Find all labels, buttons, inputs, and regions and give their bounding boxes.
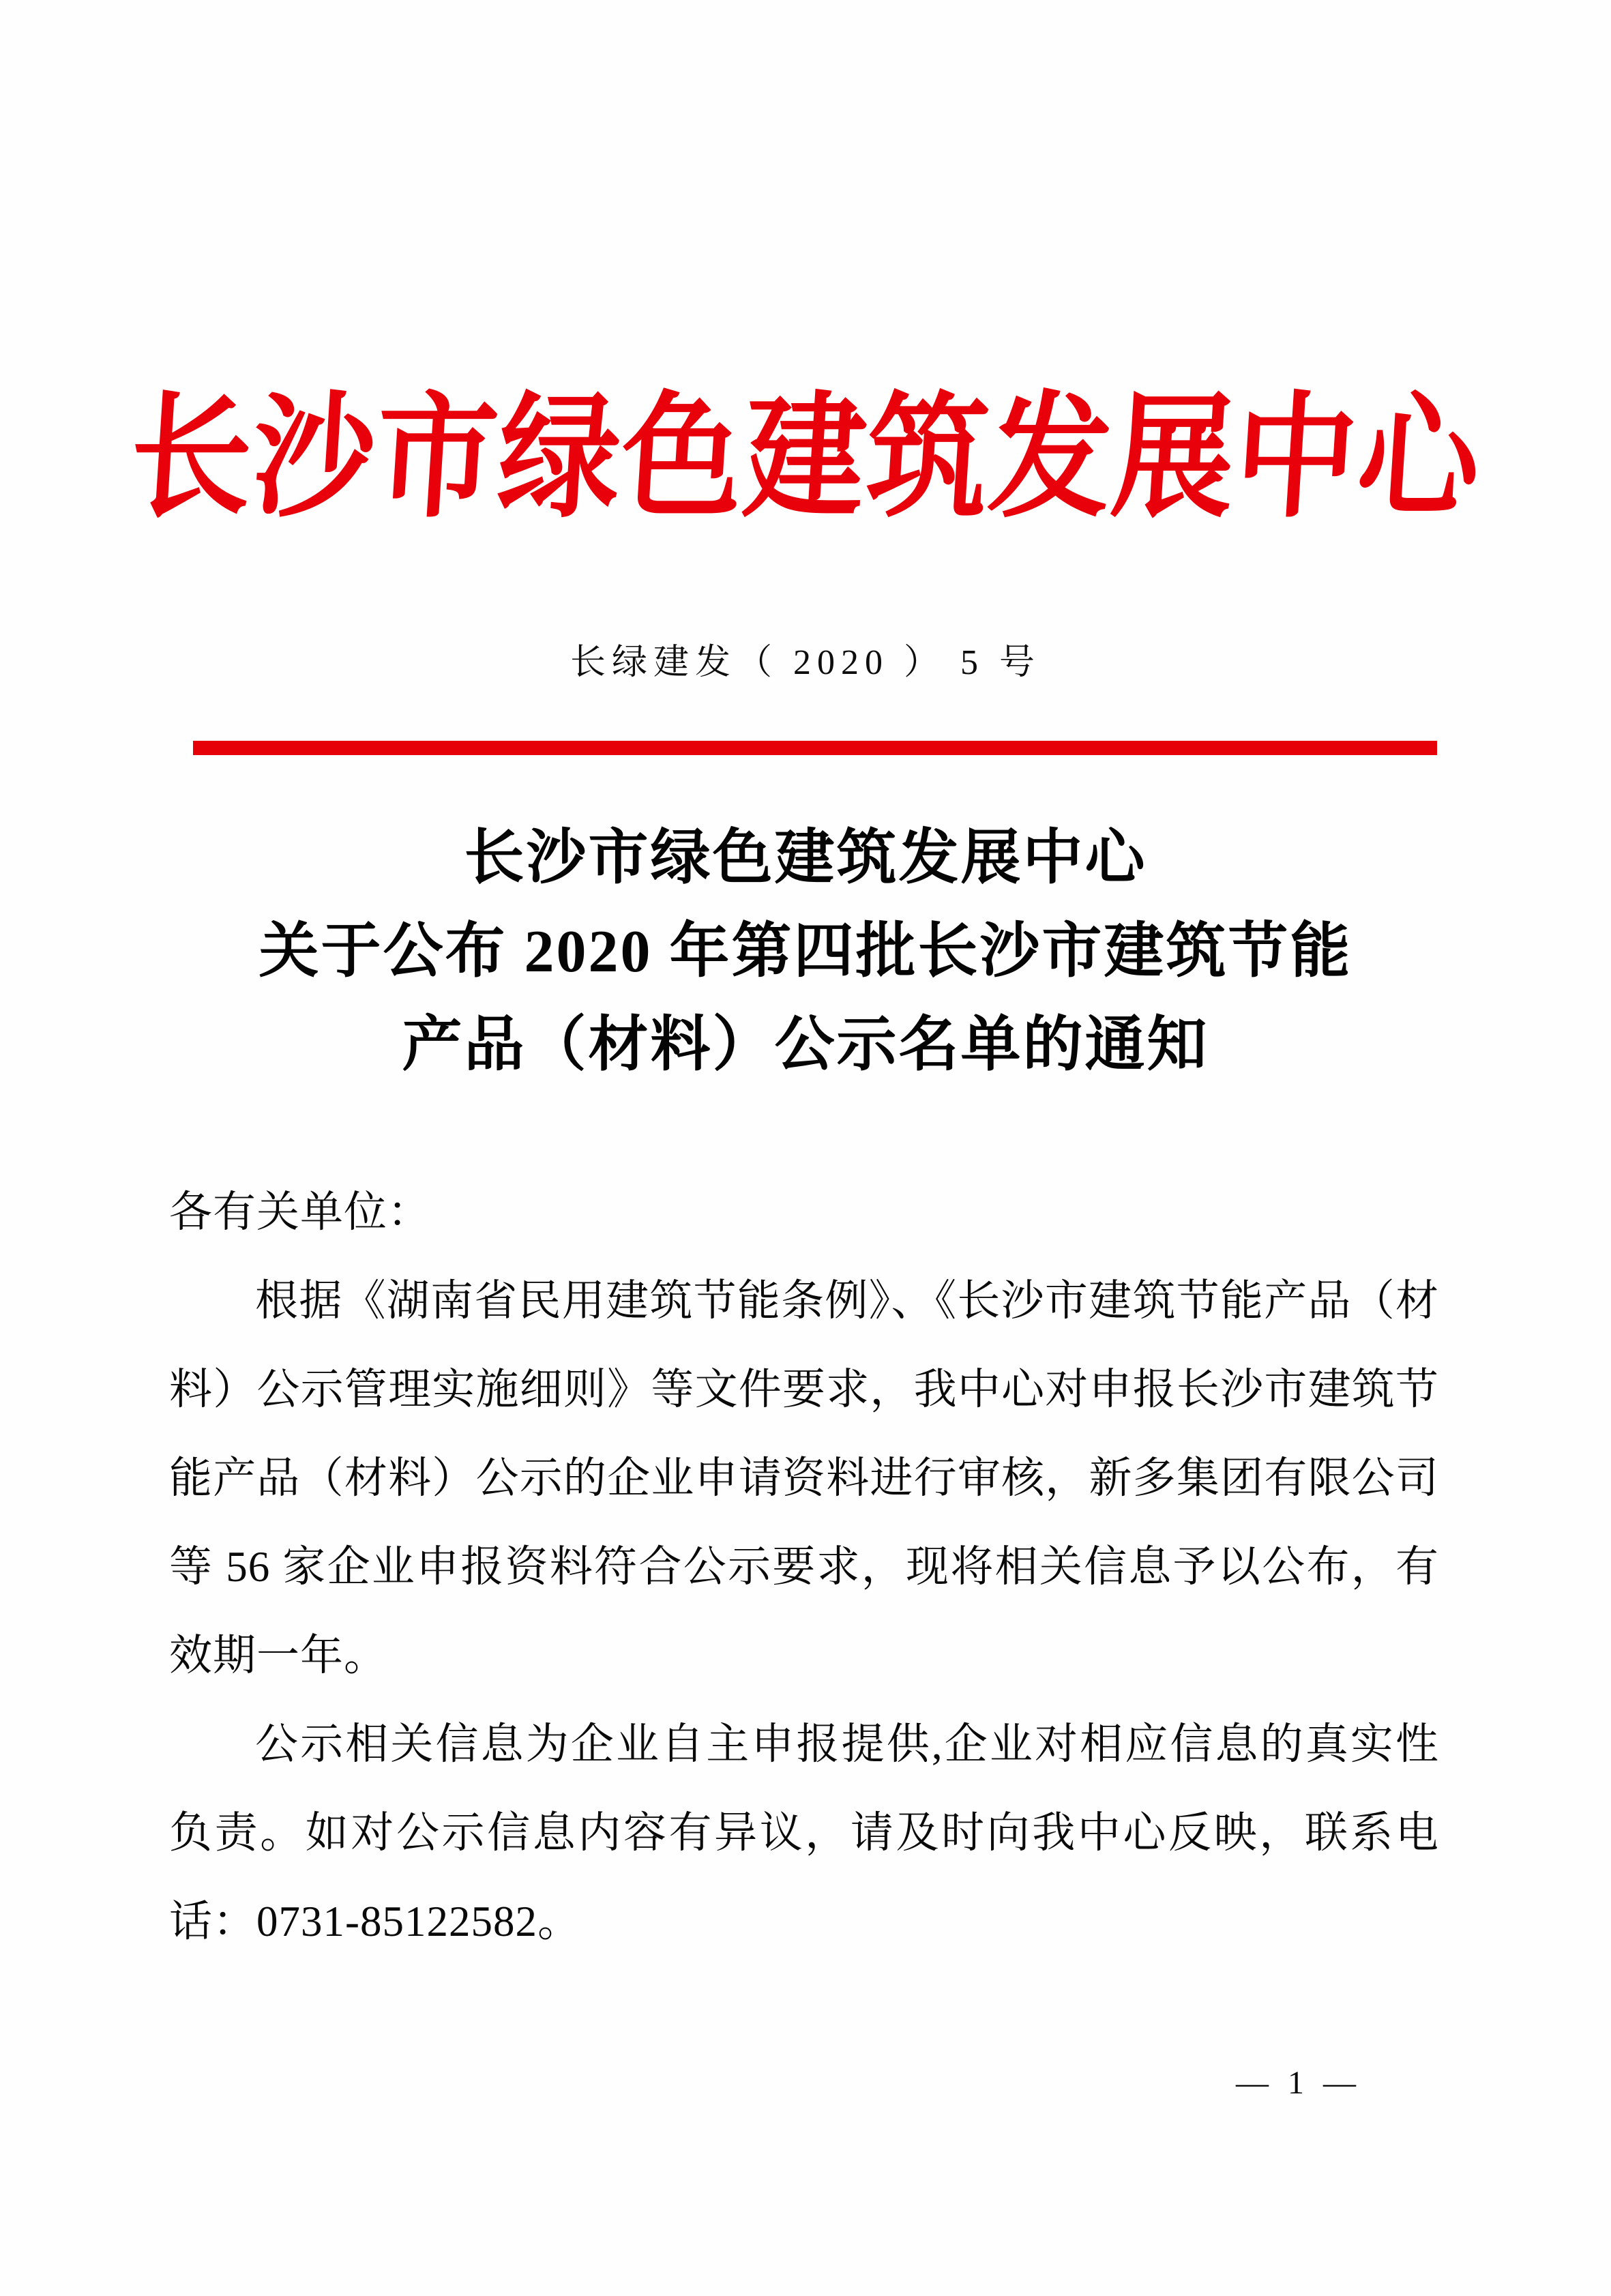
letterhead-org-name: 长沙市绿色建筑发展中心 xyxy=(125,384,1486,533)
letterhead-divider-rule xyxy=(193,741,1437,755)
notice-title xyxy=(0,812,1611,1092)
notice-body xyxy=(169,1168,1439,1966)
document-number: 长绿建发（ 2020 ） 5 号 xyxy=(570,643,1041,682)
body-paragraph-1: 根据《湖南省民用建筑节能条例》、《长沙市建筑节能产品（材料）公示管理实施细则》等文件要求，我中心对申报长沙市建筑节能产品（材料）公示的企业申请资料进行审核，新多集团有限公司等 56 家企业申报资料符合公示要求，现将相关信息予以公布，有效期一年。 xyxy=(169,1277,1439,1679)
notice-title-line-2: 关于公布 2020 年第四批长沙市建筑节能 xyxy=(258,919,1353,985)
notice-title-line-3: 产品（材料）公示名单的通知 xyxy=(402,1012,1209,1078)
notice-title-line-1: 长沙市绿色建筑发展中心 xyxy=(464,825,1147,892)
page-number: — 1 — xyxy=(1236,2065,1361,2101)
body-paragraph-2: 公示相关信息为企业自主申报提供,企业对相应信息的真实性负责。如对公示信息内容有异议，请及时向我中心反映，联系电话：0731-85122582。 xyxy=(169,1720,1439,1945)
salutation-line: 各有关单位： xyxy=(169,1188,431,1236)
